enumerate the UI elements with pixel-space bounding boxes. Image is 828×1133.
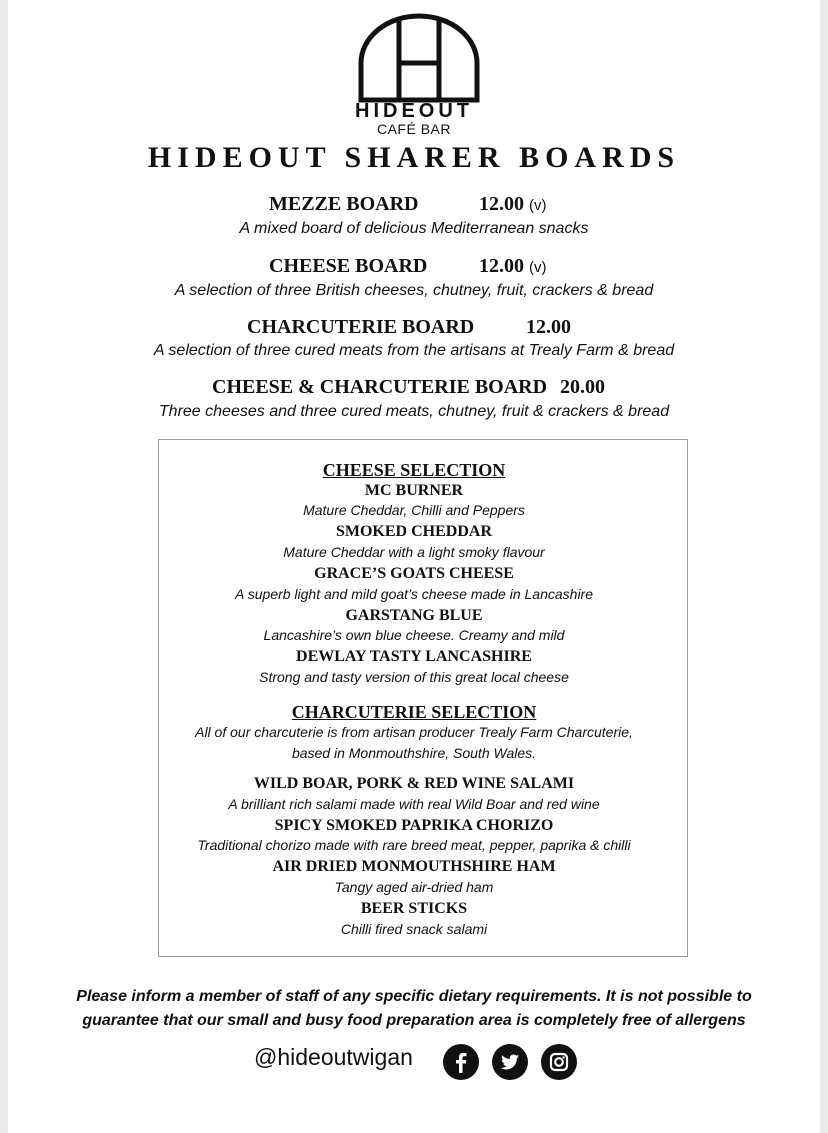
charcuterie-name: BEER STICKS bbox=[360, 900, 468, 917]
instagram-icon[interactable] bbox=[541, 1044, 577, 1080]
cheese-name: GARSTANG BLUE bbox=[345, 607, 483, 624]
cheese-description: Mature Cheddar, Chilli and Peppers bbox=[303, 502, 525, 518]
vegetarian-mark: (v) bbox=[529, 259, 547, 276]
board-description: A mixed board of delicious Mediterranean snacks bbox=[239, 220, 589, 237]
charcuterie-intro: based in Monmouthshire, South Wales. bbox=[291, 745, 537, 761]
charcuterie-selection-heading: CHARCUTERIE SELECTION bbox=[291, 702, 537, 722]
charcuterie-intro: All of our charcuterie is from artisan producer Trealy Farm Charcuterie, bbox=[195, 724, 633, 740]
board-price: 20.00 bbox=[560, 376, 605, 398]
arched-window-h-logo bbox=[357, 13, 481, 103]
charcuterie-description: Traditional chorizo made with rare breed meat, pepper, paprika & chilli bbox=[197, 837, 631, 853]
board-price: 12.00 (v) bbox=[479, 255, 547, 277]
board-name: MEZZE BOARD bbox=[269, 193, 419, 215]
logo-subtitle: CAFÉ BAR bbox=[376, 121, 451, 137]
cheese-description: Strong and tasty version of this great local cheese bbox=[259, 669, 569, 685]
charcuterie-name: WILD BOAR, PORK & RED WINE SALAMI bbox=[253, 775, 575, 792]
logo-name: HIDEOUT bbox=[355, 100, 473, 122]
board-row-cheese bbox=[0, 253, 828, 279]
allergen-notice-line-2: guarantee that our small and busy food preparation area is completely free of allergens bbox=[82, 1012, 746, 1029]
board-row-mezze bbox=[0, 191, 828, 217]
social-handle[interactable]: @hideoutwigan bbox=[254, 1044, 413, 1070]
board-name: CHEESE & CHARCUTERIE BOARD bbox=[212, 376, 548, 398]
charcuterie-description: Tangy aged air-dried ham bbox=[334, 879, 494, 895]
charcuterie-name: AIR DRIED MONMOUTHSHIRE HAM bbox=[272, 858, 556, 875]
charcuterie-description: A brilliant rich salami made with real Wild Boar and red wine bbox=[228, 796, 600, 812]
cheese-description: Lancashire’s own blue cheese. Creamy and mild bbox=[263, 627, 565, 643]
page-title: HIDEOUT SHARER BOARDS bbox=[147, 141, 681, 174]
twitter-icon[interactable] bbox=[492, 1044, 528, 1080]
board-description: A selection of three cured meats from the artisans at Trealy Farm & bread bbox=[153, 342, 675, 359]
cheese-name: GRACE’S GOATS CHEESE bbox=[314, 565, 514, 582]
board-description: Three cheeses and three cured meats, chutney, fruit & crackers & bread bbox=[158, 403, 670, 420]
allergen-notice-line-1: Please inform a member of staff of any specific dietary requirements. It is not possible to bbox=[76, 988, 752, 1005]
board-name: CHEESE BOARD bbox=[269, 255, 428, 277]
board-price: 12.00 bbox=[526, 316, 571, 338]
cheese-description: A superb light and mild goat’s cheese made in Lancashire bbox=[235, 586, 593, 602]
facebook-icon[interactable] bbox=[443, 1044, 479, 1080]
cheese-name: DEWLAY TASTY LANCASHIRE bbox=[296, 648, 532, 665]
charcuterie-name: SPICY SMOKED PAPRIKA CHORIZO bbox=[274, 817, 554, 834]
charcuterie-description: Chilli fired snack salami bbox=[340, 921, 488, 937]
board-price: 12.00 (v) bbox=[479, 193, 547, 215]
cheese-selection-heading: CHEESE SELECTION bbox=[322, 460, 506, 480]
cheese-description: Mature Cheddar with a light smoky flavour bbox=[283, 544, 545, 560]
vegetarian-mark: (v) bbox=[529, 197, 547, 214]
board-row-cheese-charcuterie bbox=[0, 374, 828, 400]
board-row-charcuterie bbox=[0, 314, 828, 340]
cheese-name: MC BURNER bbox=[364, 482, 464, 499]
board-description: A selection of three British cheeses, chutney, fruit, crackers & bread bbox=[174, 282, 654, 299]
board-name: CHARCUTERIE BOARD bbox=[247, 316, 475, 338]
cheese-name: SMOKED CHEDDAR bbox=[335, 523, 492, 540]
